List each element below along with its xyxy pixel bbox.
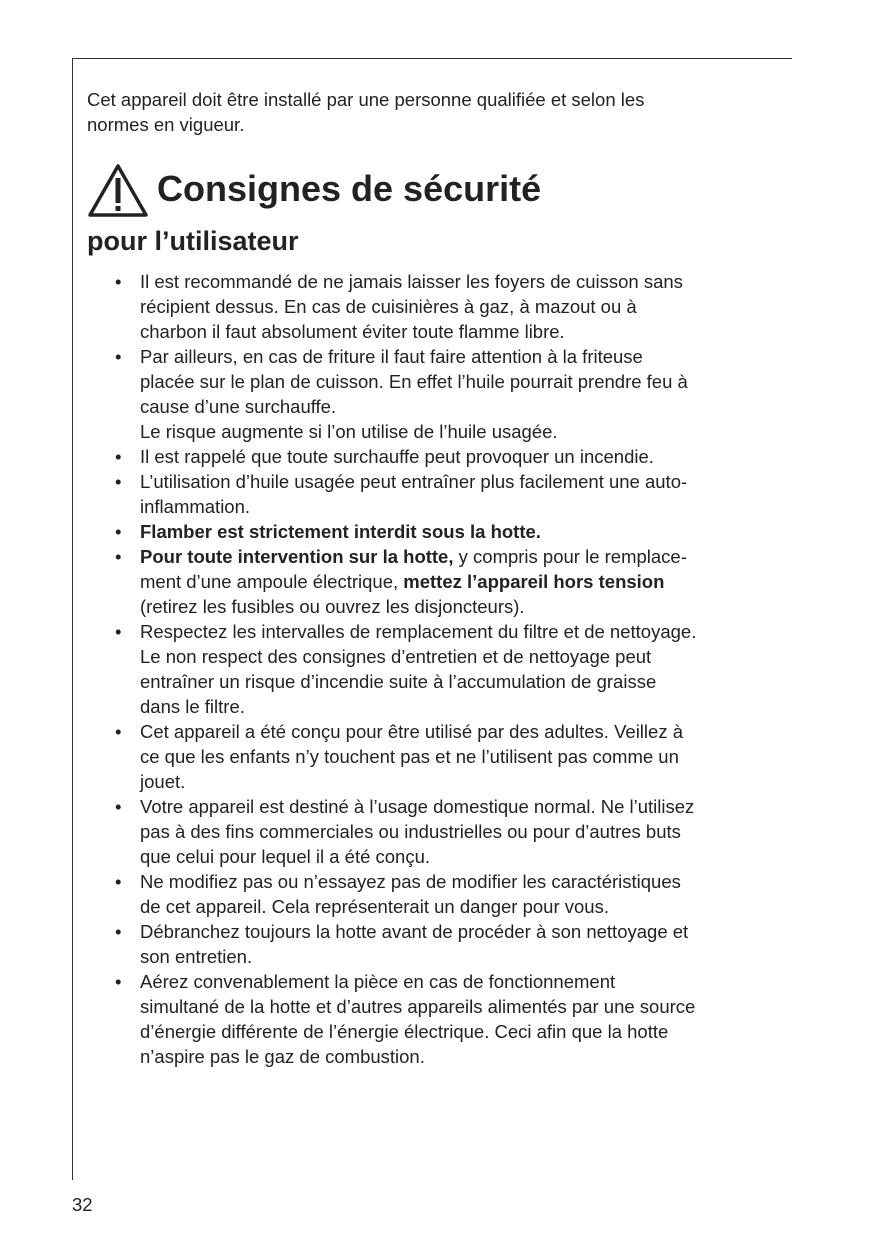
bullet-icon: • <box>115 271 122 292</box>
text: d’énergie différente de l’énergie électrique. Ceci afin que la hotte <box>140 1021 669 1042</box>
list-item-line <box>140 669 696 694</box>
list-item-line <box>140 319 696 344</box>
list-item <box>115 544 696 619</box>
text: L’utilisation d’huile usagée peut entraîner plus facilement une auto- <box>140 471 688 492</box>
text: de cet appareil. Cela représenterait un danger pour vous. <box>140 896 609 917</box>
text: ce que les enfants n’y touchent pas et ne l’utilisent pas comme un <box>140 746 679 767</box>
list-item <box>115 969 696 1069</box>
intro-line: Cet appareil doit être installé par une personne qualifiée et selon les <box>87 89 645 110</box>
text: Par ailleurs, en cas de friture il faut faire attention à la friteuse <box>140 346 643 367</box>
list-item-line <box>140 369 696 394</box>
text: charbon il faut absolument éviter toute flamme libre. <box>140 321 565 342</box>
text: simultané de la hotte et d’autres appareils alimentés par une source <box>140 996 696 1017</box>
list-item-line <box>140 969 696 994</box>
bullet-icon: • <box>115 921 122 942</box>
bullet-icon: • <box>115 621 122 642</box>
text: Aérez convenablement la pièce en cas de fonctionnement <box>140 971 616 992</box>
list-item <box>115 794 696 869</box>
list-item <box>115 469 696 519</box>
list-item-line <box>140 769 696 794</box>
section-subtitle: pour l’utilisateur <box>87 226 299 256</box>
list-item-line <box>140 619 696 644</box>
list-item-line <box>140 469 696 494</box>
text: Cet appareil a été conçu pour être utilisé par des adultes. Veillez à <box>140 721 683 742</box>
list-item-line <box>140 894 696 919</box>
list-item-line <box>140 869 696 894</box>
text: Le risque augmente si l’on utilise de l’huile usagée. <box>140 421 558 442</box>
top-rule <box>72 58 792 59</box>
list-item-line <box>140 944 696 969</box>
list-item-line <box>140 269 696 294</box>
list-item-line <box>140 919 696 944</box>
bullet-icon: • <box>115 721 122 742</box>
list-item-line <box>140 419 696 444</box>
bullet-icon: • <box>115 471 122 492</box>
text: que celui pour lequel il a été conçu. <box>140 846 431 867</box>
list-item-line <box>140 294 696 319</box>
bullet-icon: • <box>115 971 122 992</box>
text: (retirez les fusibles ou ouvrez les disjoncteurs). <box>140 596 525 617</box>
intro-paragraph <box>87 87 644 137</box>
text: Ne modifiez pas ou n’essayez pas de modifier les caractéristiques <box>140 871 681 892</box>
list-item-line <box>140 494 696 519</box>
list-item <box>115 619 696 719</box>
intro-line: normes en vigueur. <box>87 114 245 135</box>
text: Débranchez toujours la hotte avant de procéder à son nettoyage et <box>140 921 689 942</box>
text: son entretien. <box>140 946 253 967</box>
text: Respectez les intervalles de remplacement du filtre et de nettoyage. <box>140 621 697 642</box>
list-item-line <box>140 794 696 819</box>
text: placée sur le plan de cuisson. En effet l’huile pourrait prendre feu à <box>140 371 688 392</box>
list-item-line <box>140 719 696 744</box>
text: dans le filtre. <box>140 696 245 717</box>
list-item-line <box>140 694 696 719</box>
list-item-line <box>140 744 696 769</box>
list-item-line <box>140 344 696 369</box>
list-item <box>115 269 696 344</box>
list-item <box>115 444 696 469</box>
list-item-line <box>140 394 696 419</box>
text: récipient dessus. En cas de cuisinières à gaz, à mazout ou à <box>140 296 637 317</box>
list-item <box>115 919 696 969</box>
list-item-line <box>140 544 696 569</box>
bold-text: mettez l’appareil hors tension <box>403 571 665 592</box>
bullet-icon: • <box>115 446 122 467</box>
list-item <box>115 344 696 444</box>
text: jouet. <box>140 771 186 792</box>
list-item-line <box>140 819 696 844</box>
list-item <box>115 519 696 544</box>
list-item-line <box>140 444 696 469</box>
list-item <box>115 719 696 794</box>
warning-triangle-icon <box>87 163 149 218</box>
text: y compris pour le remplace- <box>453 546 687 567</box>
list-item-line <box>140 519 696 544</box>
list-item-line <box>140 1019 696 1044</box>
list-item-line <box>140 994 696 1019</box>
bullet-icon: • <box>115 521 122 542</box>
text: inflammation. <box>140 496 251 517</box>
left-rule <box>72 58 73 1180</box>
page-number: 32 <box>72 1194 93 1215</box>
list-item-line <box>140 569 696 594</box>
safety-list <box>115 269 696 1069</box>
list-item-line <box>140 1044 696 1069</box>
text: pas à des fins commerciales ou industrielles ou pour d’autres buts <box>140 821 681 842</box>
bold-text: Pour toute intervention sur la hotte, <box>140 546 454 567</box>
bold-text: Flamber est strictement interdit sous la hotte. <box>140 521 541 542</box>
bullet-icon: • <box>115 546 122 567</box>
bullet-icon: • <box>115 796 122 817</box>
text: n’aspire pas le gaz de combustion. <box>140 1046 425 1067</box>
section-title: Consignes de sécurité <box>157 168 542 209</box>
text: Le non respect des consignes d’entretien et de nettoyage peut <box>140 646 652 667</box>
bullet-icon: • <box>115 871 122 892</box>
list-item-line <box>140 594 696 619</box>
text: cause d’une surchauffe. <box>140 396 337 417</box>
list-item <box>115 869 696 919</box>
bullet-icon: • <box>115 346 122 367</box>
list-item-line <box>140 644 696 669</box>
text: Il est rappelé que toute surchauffe peut provoquer un incendie. <box>140 446 654 467</box>
list-item-line <box>140 844 696 869</box>
text: Votre appareil est destiné à l’usage domestique normal. Ne l’utilisez <box>140 796 695 817</box>
text: Il est recommandé de ne jamais laisser les foyers de cuisson sans <box>140 271 683 292</box>
text: entraîner un risque d’incendie suite à l’accumulation de graisse <box>140 671 657 692</box>
text: ment d’une ampoule électrique, <box>140 571 404 592</box>
